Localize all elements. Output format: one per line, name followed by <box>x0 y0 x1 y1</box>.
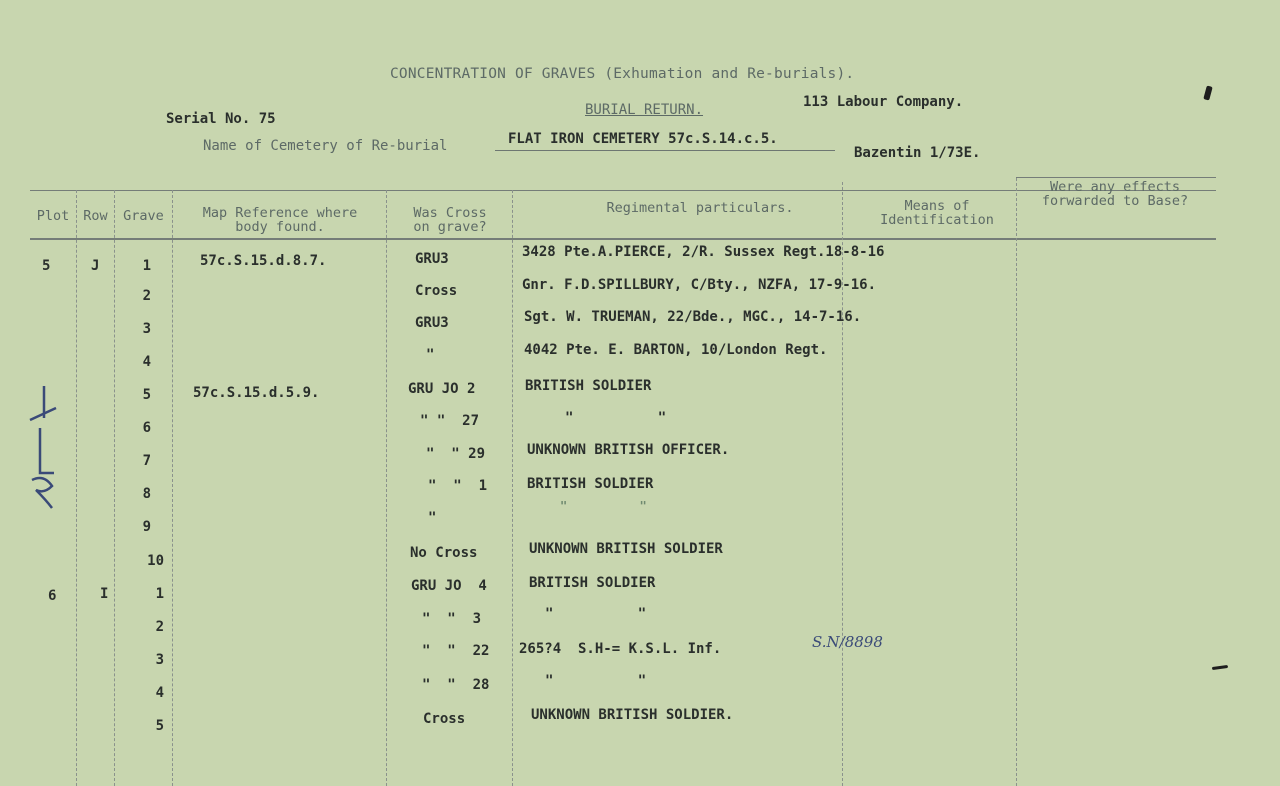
particulars-cell: BRITISH SOLDIER <box>525 378 652 394</box>
cross-cell: " <box>428 510 437 526</box>
particulars-cell: Sgt. W. TRUEMAN, 22/Bde., MGC., 14-7-16. <box>524 309 862 325</box>
grave-cell: 4 <box>142 354 151 370</box>
particulars-cell: 4042 Pte. E. BARTON, 10/London Regt. <box>524 342 828 358</box>
particulars-cell: 265?4 S.H-= K.S.L. Inf. <box>519 641 722 657</box>
cemetery-underline <box>495 150 835 151</box>
col-header-grave: Grave <box>123 208 164 224</box>
col-divider-cross <box>512 190 513 786</box>
burial-return-heading: BURIAL RETURN. <box>585 102 704 118</box>
cross-cell: " <box>426 347 435 363</box>
row-cell: J <box>91 258 100 274</box>
col-divider-particulars <box>842 182 843 786</box>
grave-cell: 3 <box>142 321 151 337</box>
cross-cell: " " 28 <box>422 677 490 693</box>
particulars-cell: 3428 Pte.A.PIERCE, 2/R. Sussex Regt.18-8-16 <box>522 244 885 260</box>
col-header-cross: Was Cross on grave? <box>413 205 487 235</box>
map-cell: 57c.S.15.d.8.7. <box>200 253 327 269</box>
particulars-cell: UNKNOWN BRITISH SOLDIER. <box>531 707 734 723</box>
col-header-regimental: Regimental particulars. <box>606 200 794 216</box>
col-header-row: Row <box>83 208 108 224</box>
cross-cell: " " 27 <box>420 413 480 429</box>
grave-cell: 4 <box>155 685 164 701</box>
cross-cell: " " 1 <box>428 478 488 494</box>
particulars-cell: Gnr. F.D.SPILLBURY, C/Bty., NZFA, 17-9-16. <box>522 277 877 293</box>
col-divider-map <box>386 190 387 786</box>
cross-cell: GRU JO 2 <box>408 381 476 397</box>
grave-cell: 2 <box>155 619 164 635</box>
grave-cell: 5 <box>155 718 164 734</box>
col-divider-plot <box>76 190 77 786</box>
grave-cell: 5 <box>142 387 151 403</box>
cross-cell: GRU3 <box>415 315 449 331</box>
grave-cell: 1 <box>142 258 151 274</box>
particulars-cell: " " <box>565 410 667 426</box>
handwritten-annotation: S.N/8898 <box>812 633 883 651</box>
company-name: 113 Labour Company. <box>803 94 964 110</box>
col-header-means: Means of Identification <box>880 198 994 228</box>
particulars-cell: UNKNOWN BRITISH SOLDIER <box>529 541 723 557</box>
col-divider-means <box>1016 178 1017 786</box>
particulars-cell: BRITISH SOLDIER <box>529 575 656 591</box>
col-header-map-reference: Map Reference where body found. <box>202 205 358 235</box>
grave-cell: 1 <box>155 586 164 602</box>
bazentin-reference: Bazentin 1/73E. <box>854 145 981 161</box>
particulars-cell: UNKNOWN BRITISH OFFICER. <box>527 442 730 458</box>
col-header-effects: Were any effects forwarded to Base? <box>1041 179 1189 209</box>
particulars-cell: BRITISH SOLDIER <box>527 476 654 492</box>
plot-cell: 6 <box>48 588 57 604</box>
particulars-cell: " " <box>545 673 647 689</box>
grave-cell: 6 <box>142 420 151 436</box>
form-title: CONCENTRATION OF GRAVES (Exhumation and Re-burials). <box>390 66 855 82</box>
serial-number: Serial No. 75 <box>166 111 276 127</box>
particulars-cell: " " <box>545 606 647 622</box>
cross-cell: " " 3 <box>422 611 482 627</box>
cross-cell: " " 29 <box>426 446 486 462</box>
cross-cell: GRU JO 4 <box>411 578 487 594</box>
plot-cell: 5 <box>42 258 51 274</box>
handwritten-margin-note <box>22 378 62 518</box>
col-header-plot: Plot <box>36 208 70 224</box>
grave-cell: 7 <box>142 453 151 469</box>
grave-cell: 9 <box>142 519 151 535</box>
effects-top-rule <box>1016 177 1216 178</box>
cross-cell: " " 22 <box>422 643 490 659</box>
grave-cell: 3 <box>155 652 164 668</box>
grave-cell: 8 <box>142 486 151 502</box>
grave-cell: 2 <box>142 288 151 304</box>
cross-cell: GRU3 <box>415 251 449 267</box>
col-divider-grave <box>172 190 173 786</box>
cross-cell: Cross <box>423 711 466 727</box>
particulars-cell: " " <box>560 499 647 513</box>
col-divider-row <box>114 190 115 786</box>
map-cell: 57c.S.15.d.5.9. <box>193 385 320 401</box>
cemetery-label: Name of Cemetery of Re-burial <box>203 138 448 154</box>
row-cell: I <box>100 586 109 602</box>
grave-cell: 10 <box>147 553 164 569</box>
cross-cell: No Cross <box>410 545 478 561</box>
header-bottom-rule <box>30 238 1216 240</box>
cross-cell: Cross <box>415 283 458 299</box>
cemetery-name: FLAT IRON CEMETERY 57c.S.14.c.5. <box>508 131 778 147</box>
